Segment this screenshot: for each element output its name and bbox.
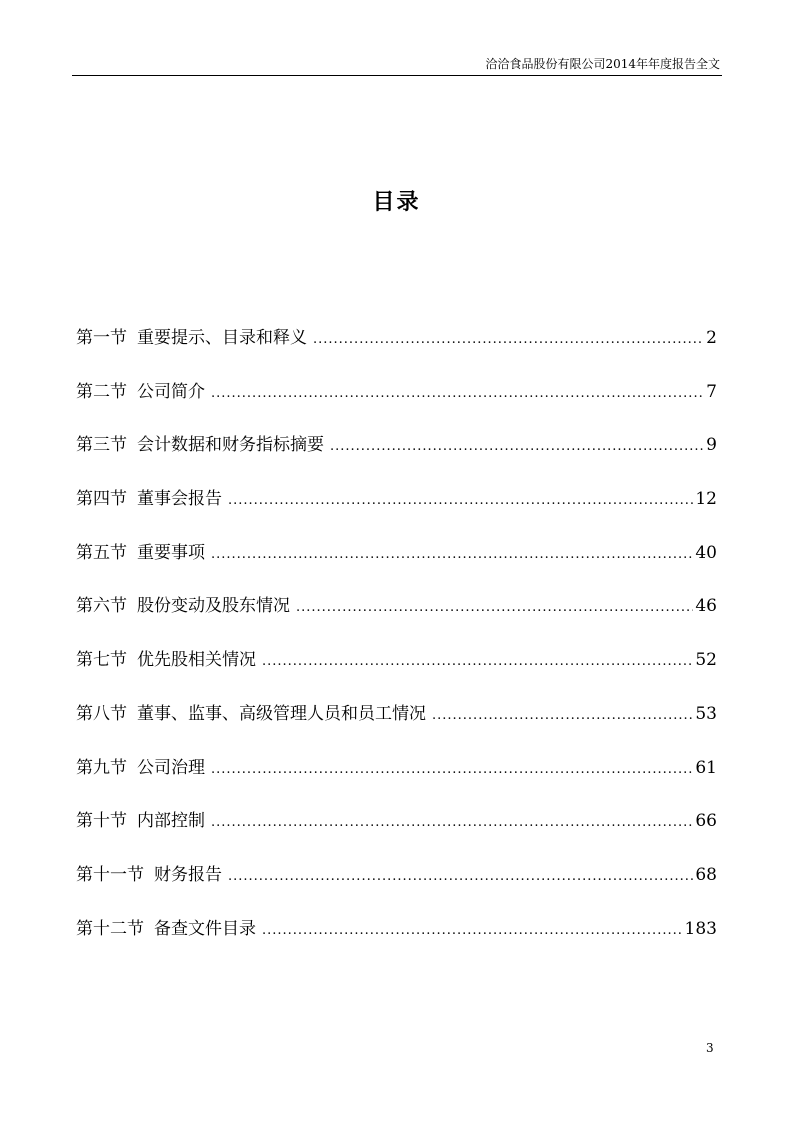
footer-page-number: 3 xyxy=(706,1041,714,1055)
toc-page-number: 53 xyxy=(695,703,717,724)
toc-entry[interactable] xyxy=(76,593,717,647)
toc-entry[interactable] xyxy=(76,325,717,379)
toc-section-number: 第六节 xyxy=(76,596,127,617)
toc-page-number: 12 xyxy=(695,489,717,510)
toc-section-title: 备查文件目录 xyxy=(154,918,256,939)
toc-entry[interactable] xyxy=(76,755,717,809)
toc-page-number: 183 xyxy=(684,918,717,939)
toc-section-title: 重要事项 xyxy=(137,542,205,563)
toc-section-number: 第二节 xyxy=(76,381,127,402)
toc-section-number: 第十一节 xyxy=(76,864,144,885)
toc-page-number: 46 xyxy=(695,596,717,617)
toc-dot-leader xyxy=(211,542,693,568)
table-of-contents xyxy=(76,325,717,969)
toc-section-title: 股份变动及股东情况 xyxy=(137,596,290,617)
toc-section-title: 重要提示、目录和释义 xyxy=(137,328,307,348)
toc-dot-leader xyxy=(211,810,693,836)
toc-section-title: 公司简介 xyxy=(137,381,205,402)
toc-page-number: 66 xyxy=(695,811,717,832)
toc-page-number: 7 xyxy=(706,381,717,402)
toc-entry[interactable] xyxy=(76,432,717,486)
toc-page-number: 40 xyxy=(695,542,717,563)
page-title: 目录 xyxy=(372,190,421,215)
toc-page-number: 2 xyxy=(706,328,717,348)
toc-section-title: 内部控制 xyxy=(137,811,205,832)
toc-dot-leader xyxy=(432,703,693,729)
toc-section-number: 第一节 xyxy=(76,328,127,348)
toc-entry[interactable] xyxy=(76,540,717,594)
toc-section-title: 董事、监事、高级管理人员和员工情况 xyxy=(137,703,426,724)
toc-entry[interactable] xyxy=(76,916,717,970)
toc-section-title: 会计数据和财务指标摘要 xyxy=(137,435,324,456)
toc-entry[interactable] xyxy=(76,647,717,701)
toc-section-number: 第十节 xyxy=(76,811,127,832)
toc-section-title: 董事会报告 xyxy=(137,489,222,510)
toc-section-number: 第四节 xyxy=(76,489,127,510)
page-header xyxy=(72,55,722,76)
toc-dot-leader xyxy=(228,488,693,514)
toc-entry[interactable] xyxy=(76,862,717,916)
toc-section-title: 优先股相关情况 xyxy=(137,650,256,671)
toc-dot-leader xyxy=(296,595,693,621)
toc-section-number: 第八节 xyxy=(76,703,127,724)
header-title: 洽洽食品股份有限公司2014年年度报告全文 xyxy=(485,57,720,71)
toc-section-number: 第十二节 xyxy=(76,918,144,939)
toc-dot-leader xyxy=(211,381,704,407)
toc-section-number: 第九节 xyxy=(76,757,127,778)
toc-page-number: 68 xyxy=(695,864,717,885)
toc-dot-leader xyxy=(313,327,704,353)
toc-section-number: 第五节 xyxy=(76,542,127,563)
toc-page-number: 61 xyxy=(695,757,717,778)
toc-dot-leader xyxy=(262,918,683,944)
toc-section-number: 第三节 xyxy=(76,435,127,456)
toc-page-number: 9 xyxy=(706,435,717,456)
toc-entry[interactable] xyxy=(76,486,717,540)
toc-page-number: 52 xyxy=(695,650,717,671)
toc-entry[interactable] xyxy=(76,701,717,755)
toc-section-number: 第七节 xyxy=(76,650,127,671)
toc-dot-leader xyxy=(211,757,693,783)
toc-dot-leader xyxy=(262,649,693,675)
toc-section-title: 财务报告 xyxy=(154,864,222,885)
toc-dot-leader xyxy=(228,864,693,890)
toc-entry[interactable] xyxy=(76,379,717,433)
toc-section-title: 公司治理 xyxy=(137,757,205,778)
toc-entry[interactable] xyxy=(76,808,717,862)
toc-dot-leader xyxy=(330,434,704,460)
